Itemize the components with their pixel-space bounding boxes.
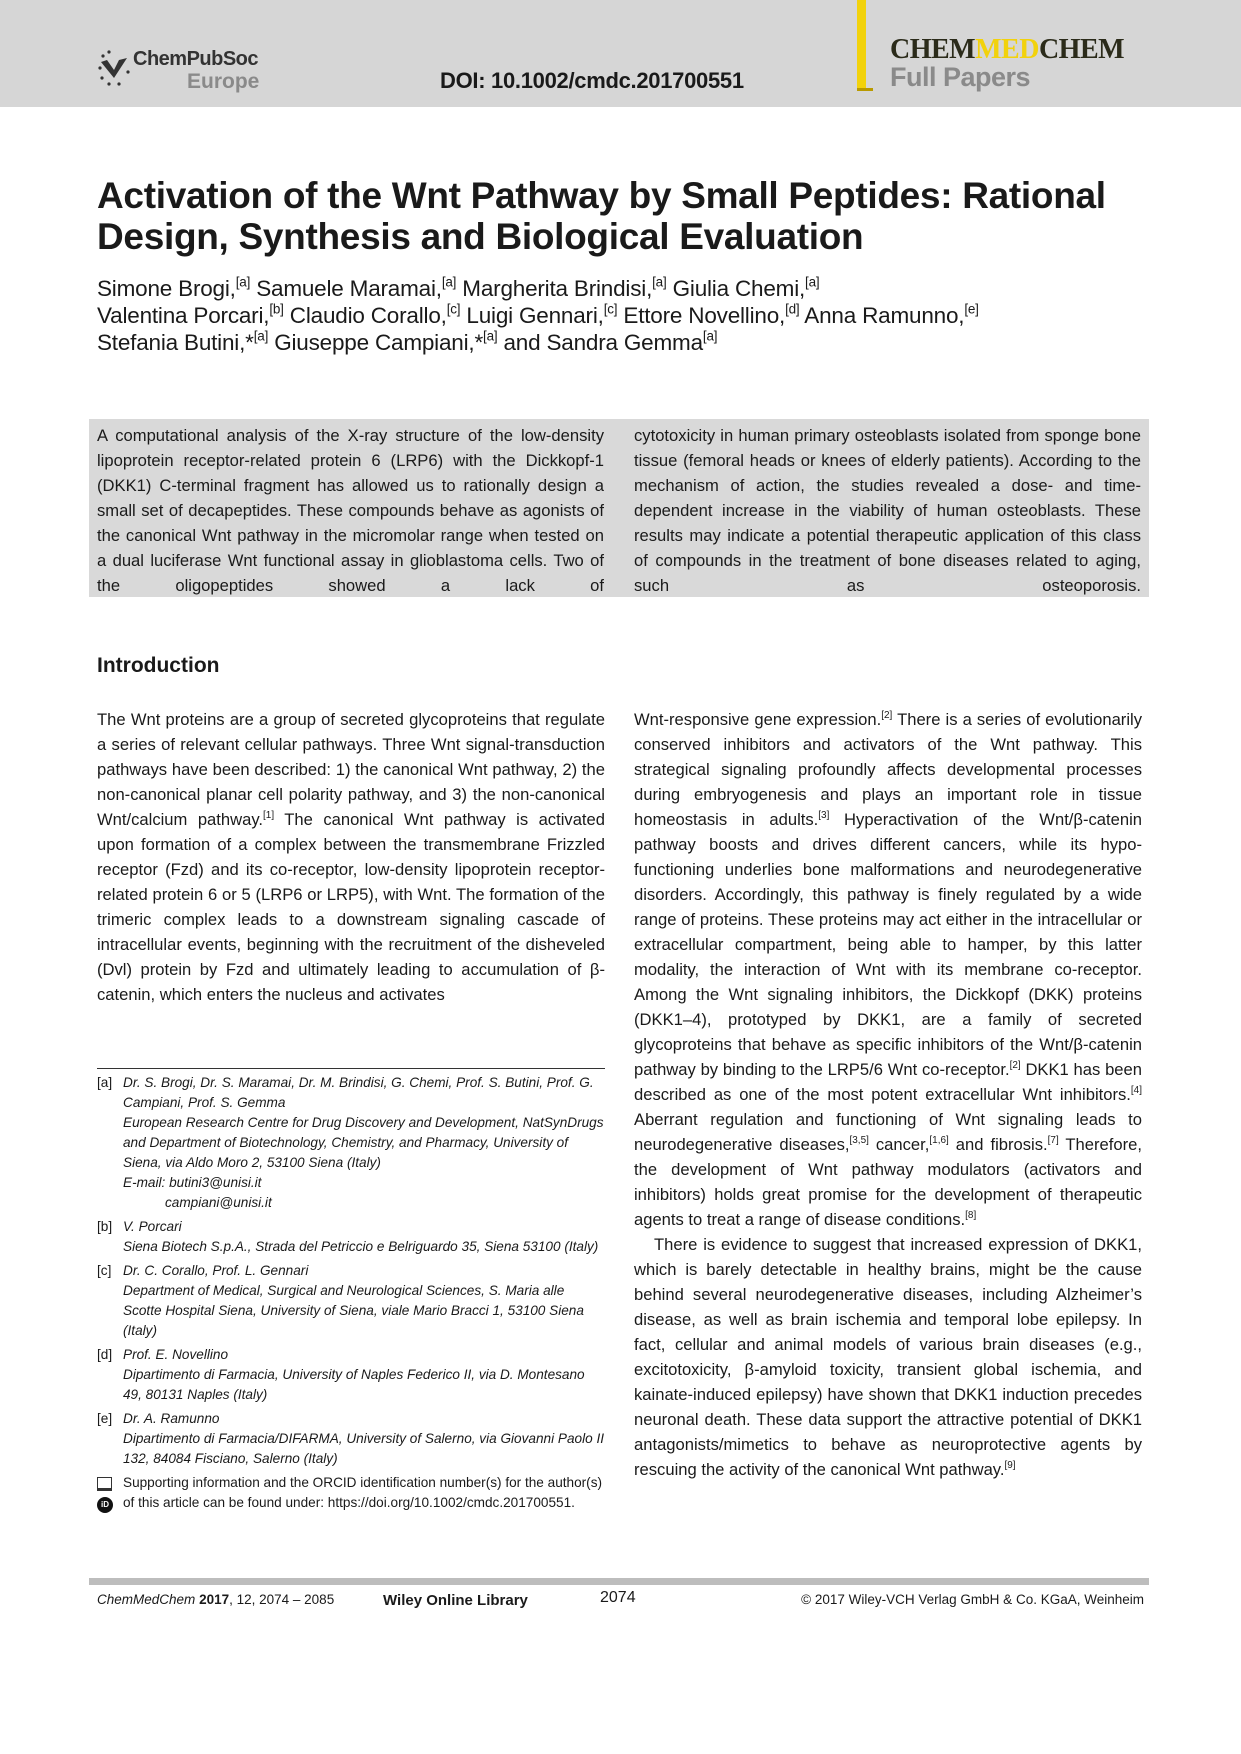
affiliation-line: Department of Medical, Surgical and Neurological Sciences, S. Maria alle Scotte Hospital Siena, University of Siena, viale Mario Bracci 1, 53100 Siena (Italy) — [123, 1283, 584, 1338]
supporting-info-note — [97, 1473, 605, 1513]
text-run: Anna Ramunno, — [799, 303, 965, 328]
computer-icon — [97, 1477, 112, 1491]
text-run: cancer, — [868, 1135, 930, 1154]
affiliations — [97, 1073, 605, 1513]
author-line — [97, 275, 1177, 302]
orcid-icon: iD — [97, 1497, 113, 1513]
reference-marker[interactable]: [a] — [235, 274, 251, 290]
text-run: Stefania Butini,* — [97, 330, 254, 355]
text-run: There is a series of evolutionarily conserved inhibitors and activators of the Wnt pathway. This strategical signaling profoundly affects developmental processes during embryogenesis and plays an important role in tissue homeostasis in adults. — [634, 710, 1143, 829]
footer-journal: ChemMedChem — [97, 1592, 196, 1607]
abstract-column-1: A computational analysis of the X-ray structure of the low-density lipoprotein receptor-related protein 6 (LRP6) with the Dickkopf-1 (DKK1) C-terminal fragment has allowed us to rationally design a small set of decapeptides. These compounds behave as agonists of the canonical Wnt pathway in the micromolar range when tested on a dual luciferase Wnt functional assay in glioblastoma cells. Two of the oligopeptides showed a lack of — [97, 426, 604, 595]
affiliation-line: Dr. C. Corallo, Prof. L. Gennari — [123, 1263, 309, 1278]
reference-marker[interactable]: [7] — [1047, 1135, 1059, 1147]
text-run: Ettore Novellino, — [617, 303, 786, 328]
affiliation-body — [123, 1345, 605, 1405]
reference-marker[interactable]: [a] — [652, 274, 667, 290]
text-run: Hyperactivation of the Wnt/β-catenin pathway boosts and drives different cancers, while its hypo-functioning underlies bone malformations and neurodegenerative disorders. Accordingly, this pathway is finely regulated by a wide range of proteins. These proteins may act either in the intracellular or extracellular compartment, being able to hamper, by this latter modality, the interaction of Wnt with its membrane co-receptor. Among the Wnt signaling inhibitors, the Dickkopf (DKK) proteins (DKK1–4), prototyped by DKK1, are a family of secreted glycoproteins that behave as specific inhibitors of the Wnt/β-catenin pathway by binding to the LRP5/6 Wnt co-receptor. — [634, 810, 1142, 1079]
affiliation-line: Dipartimento di Farmacia, University of Naples Federico II, via D. Montesano 49, 80131 Naples (Italy) — [123, 1367, 585, 1402]
reference-marker[interactable]: [9] — [1004, 1460, 1016, 1472]
affiliation-label: [d] — [97, 1347, 113, 1362]
author-line — [97, 302, 1177, 329]
author-list — [97, 275, 1177, 356]
body-column-left — [97, 707, 605, 1007]
footer-volume-pages: , 12, 2074 – 2085 — [229, 1592, 335, 1607]
affiliation-line: Dipartimento di Farmacia/DIFARMA, University of Salerno, via Giovanni Paolo II 132, 84084 Fisciano, Salerno (Italy) — [123, 1431, 604, 1466]
reference-marker[interactable]: [4] — [1130, 1085, 1142, 1097]
reference-marker[interactable]: [1] — [263, 810, 275, 822]
affiliation-label: [b] — [97, 1219, 113, 1234]
text-run: Wnt-responsive gene expression. — [634, 710, 882, 729]
text-run: Giulia Chemi, — [666, 276, 806, 301]
affiliation-line: Dr. A. Ramunno — [123, 1411, 220, 1426]
reference-marker[interactable]: [b] — [269, 301, 284, 317]
affiliation-body — [123, 1261, 605, 1341]
text-run: Margherita Brindisi, — [456, 276, 653, 301]
affiliation-label: [e] — [97, 1411, 113, 1426]
chempubsoc-logo — [97, 46, 297, 96]
affiliation-item — [97, 1217, 605, 1257]
page-header — [0, 0, 1241, 107]
affiliation-line: Siena Biotech S.p.A., Strada del Petriccio e Belriguardo 35, Siena 53100 (Italy) — [123, 1239, 599, 1254]
reference-marker[interactable]: [a] — [253, 328, 269, 344]
abstract-column-2: cytotoxicity in human primary osteoblasts isolated from sponge bone tissue (femoral heads or knees of elderly patients). According to the mechanism of action, the studies revealed a dose- and time-dependent increase in the viability of human osteoblasts. These results may indicate a potential therapeutic application of this class of compounds in the treatment of bone diseases related to aging, such as osteoporosis. — [634, 426, 1141, 595]
text-run: Giuseppe Campiani,* — [268, 330, 484, 355]
affiliation-body — [123, 1073, 605, 1213]
reference-marker[interactable]: [c] — [446, 301, 461, 317]
affiliation-body — [123, 1409, 605, 1469]
footnote-divider — [97, 1068, 605, 1069]
author-line — [97, 329, 1177, 356]
reference-marker[interactable]: [2] — [1009, 1060, 1021, 1072]
body-column-right — [634, 707, 1142, 1482]
reference-marker[interactable]: [e] — [964, 301, 979, 317]
reference-marker[interactable]: [a] — [805, 274, 820, 290]
text-run: Valentina Porcari, — [97, 303, 270, 328]
reference-marker[interactable]: [a] — [702, 328, 718, 344]
reference-marker[interactable]: [3,5] — [849, 1135, 869, 1147]
affiliation-item — [97, 1261, 605, 1341]
affiliation-line: V. Porcari — [123, 1219, 182, 1234]
text-run: and fibrosis. — [948, 1135, 1048, 1154]
affiliation-line: European Research Centre for Drug Discovery and Development, NatSynDrugs and Department of Biotechnology, Chemistry, and Pharmacy, University of Siena, via Aldo Moro 2, 53100 Siena (Italy) — [123, 1115, 604, 1170]
affiliation-label: [a] — [97, 1075, 113, 1090]
reference-marker[interactable]: [a] — [483, 328, 498, 344]
footer-year: 2017 — [199, 1592, 230, 1607]
paragraph — [634, 707, 1142, 1232]
affiliation-line[interactable]: E-mail: butini3@unisi.it — [123, 1175, 262, 1190]
section-heading: Introduction — [97, 654, 220, 677]
affiliation-line: Dr. S. Brogi, Dr. S. Maramai, Dr. M. Brindisi, G. Chemi, Prof. S. Butini, Prof. G. Campiani, Prof. S. Gemma — [123, 1075, 594, 1110]
text-run: The canonical Wnt pathway is activated upon formation of a complex between the transmembrane Frizzled receptor (Fzd) and its co-receptor, low-density lipoprotein receptor-related protein 6 or 5 (LRP6 or LRP5), with Wnt. The formation of the trimeric complex leads to a downstream signaling cascade of intracellular events, beginning with the recruitment of the disheveled (Dvl) protein by Fzd and ultimately leading to accumulation of β-catenin, which enters the nucleus and activates — [97, 810, 605, 1004]
journal-name-part: CHEM — [890, 34, 976, 65]
text-run: Samuele Maramai, — [250, 276, 442, 301]
text-run: There is evidence to suggest that increased expression of DKK1, which is barely detectable in healthy brains, might be the cause behind several neurodegenerative diseases, including Alzheimer’s disease, as well as brain ischemia and temporal lobe epilepsy. In fact, cellular and animal models of various brain diseases (e.g., excitotoxicity, β-amyloid toxicity, transient global ischemia, and kainate-induced epilepsy) have shown that DKK1 induction precedes neuronal death. These data support the attractive potential of DKK1 antagonists/mimetics to behave as neuroprotective agents by rescuing the activity of the canonical Wnt pathway. — [634, 1235, 1142, 1479]
section-label: Full Papers — [890, 62, 1031, 92]
footer-rule — [89, 1578, 1149, 1585]
text-run: Claudio Corallo, — [283, 303, 447, 328]
affiliation-label: [c] — [97, 1263, 112, 1278]
text-run: Aberrant regulation and functioning of Wnt signaling leads to neurodegenerative diseases, — [634, 1110, 1142, 1154]
affiliation-line: Prof. E. Novellino — [123, 1347, 229, 1362]
reference-marker[interactable]: [1,6] — [929, 1135, 949, 1147]
reference-marker[interactable]: [c] — [603, 301, 618, 317]
doi: DOI: 10.1002/cmdc.201700551 — [440, 68, 744, 93]
chempubsoc-stars-icon — [97, 48, 131, 88]
affiliation-body — [123, 1217, 605, 1257]
paragraph — [97, 707, 605, 1007]
text-run: Luigi Gennari, — [460, 303, 604, 328]
reference-marker[interactable]: [3] — [818, 810, 830, 822]
journal-name-part: CHEM — [1038, 34, 1125, 65]
paragraph — [634, 1232, 1142, 1482]
affiliation-item — [97, 1073, 605, 1213]
affiliation-item — [97, 1409, 605, 1469]
wiley-online-library-link[interactable]: Wiley Online Library — [383, 1592, 528, 1609]
affiliation-item — [97, 1345, 605, 1405]
affiliation-line[interactable]: campiani@unisi.it — [165, 1195, 272, 1210]
text-run: Simone Brogi, — [97, 276, 236, 301]
abstract — [89, 419, 1149, 597]
text-run: DKK1 has been described as one of the most potent extracellular Wnt inhibitors. — [634, 1060, 1142, 1104]
journal-name-part: MED — [975, 34, 1039, 65]
publisher-name: ChemPubSoc — [133, 48, 259, 70]
page-number: 2074 — [600, 1589, 636, 1606]
text-run: and Sandra Gemma — [497, 330, 703, 355]
journal-accent-bar-foot — [857, 88, 873, 91]
publisher-region: Europe — [187, 70, 260, 93]
copyright: © 2017 Wiley-VCH Verlag GmbH & Co. KGaA, Weinheim — [801, 1592, 1144, 1607]
text-run: Therefore, the development of Wnt pathway modulators (activators and inhibitors) holds great promise for the development of therapeutic agents to treat a range of disease conditions. — [634, 1135, 1142, 1229]
reference-marker[interactable]: [a] — [441, 274, 457, 290]
reference-marker[interactable]: [8] — [965, 1210, 977, 1222]
journal-accent-bar — [857, 0, 866, 90]
text-run: The Wnt proteins are a group of secreted glycoproteins that regulate a series of relevant cellular pathways. Three Wnt signal-transduction pathways have been described: 1) the canonical Wnt pathway, 2) the non-canonical planar cell polarity pathway, and 3) the non-canonical Wnt/calcium pathway. — [97, 710, 605, 829]
article-title: Activation of the Wnt Pathway by Small Peptides: Rational Design, Synthesis and Biological Evaluation — [97, 175, 1106, 257]
reference-marker[interactable]: [d] — [785, 301, 800, 317]
supporting-info-text[interactable]: Supporting information and the ORCID identification number(s) for the author(s) of this article can be found under: https://doi.org/10.1002/cmdc.201700551. — [123, 1475, 603, 1510]
reference-marker[interactable]: [2] — [881, 710, 893, 722]
citation — [97, 1592, 334, 1607]
